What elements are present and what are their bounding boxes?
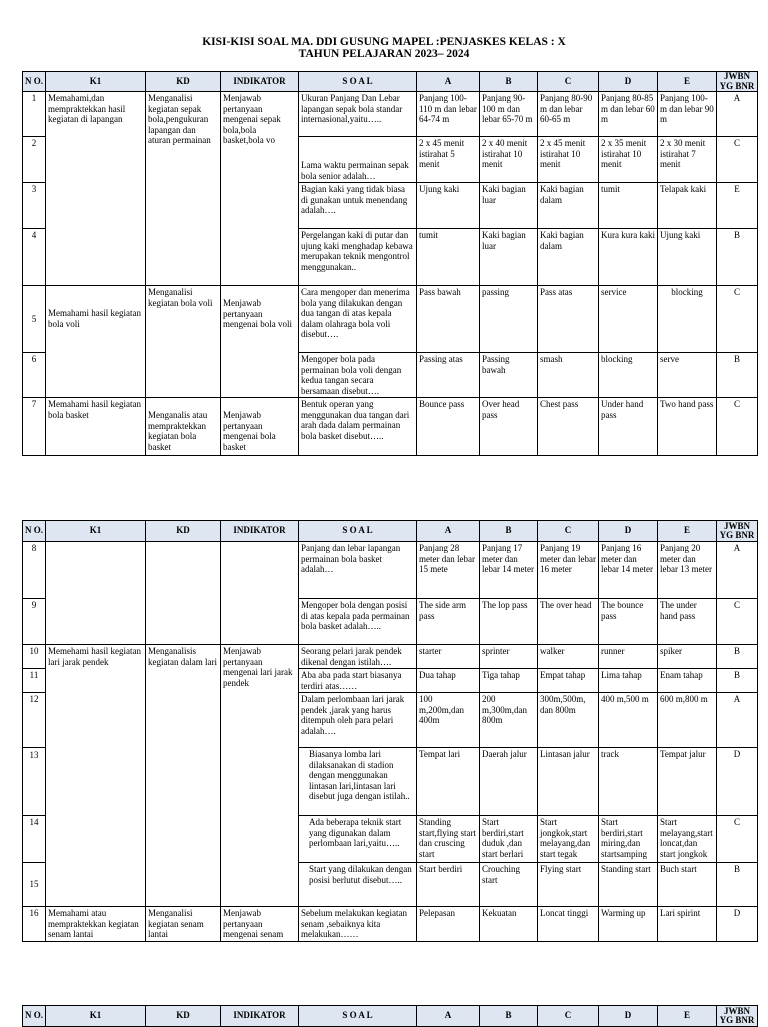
option-b: 200 m,300m,dan 800m [480,693,538,748]
table-row [23,907,758,942]
option-b: Kaki bagian luar [480,229,538,286]
row-number: 11 [23,669,46,693]
option-e: Telapak kaki [658,183,717,229]
header-b: B [480,1006,538,1027]
table-header-row [23,1006,758,1027]
option-a: Panjang 100-110 m dan lebar 64-74 m [417,92,480,137]
option-c: Panjang 19 meter dan lebar 16 meter [538,542,599,599]
row-number: 10 [23,645,46,669]
option-b: Daerah jalur [480,748,538,816]
k1-cell [46,542,146,645]
option-d: 400 m,500 m [599,693,658,748]
question-text: Sebelum melakukan kegiatan senam ,sebaiknya kita melakukan…… [299,907,417,942]
indikator-cell: Menjawab pertanyaan mengenai bola voli [221,286,299,398]
k1-cell: Memehami hasil kegiatan lari jarak pendek [46,645,146,907]
row-number: 2 [23,137,46,183]
header-soal: S O A L [299,521,417,542]
header-no: N O. [23,72,46,92]
option-a: Pelepasan [417,907,480,942]
option-d: The bounce pass [599,599,658,645]
table-header-row [23,521,758,542]
option-a: 2 x 45 menit istirahat 5 menit [417,137,480,183]
row-number: 5 [23,286,46,353]
question-text: Dalam perlombaan lari jarak pendek ,jarak yang harus ditempuh oleh para pelari adalah…. [299,693,417,748]
table-row [23,286,758,353]
indikator-cell: Menjawab pertanyaan mengenai senam [221,907,299,942]
row-number: 1 [23,92,46,137]
option-d: Under hand pass [599,398,658,456]
option-d: Standing start [599,863,658,907]
header-c: C [538,72,599,92]
kd-cell: Menganalisi kegiatan bola voli [146,286,221,398]
option-c: 2 x 45 menit istirahat 10 menit [538,137,599,183]
answer-key: D [717,907,758,942]
question-text: Biasanya lomba lari dilaksanakan di stadion dengan menggunakan lintasan lari,lintasan lari disebut juga dengan istilah.. [299,748,417,816]
header-answer: JWBN YG BNR [717,521,758,542]
option-d: runner [599,645,658,669]
option-b: Kaki bagian luar [480,183,538,229]
question-grid-table-2 [22,520,758,942]
option-b: Kekuatan [480,907,538,942]
option-b: Panjang 17 meter dan lebar 14 meter [480,542,538,599]
header-b: B [480,72,538,92]
option-b: Start berdiri,start duduk ,dan start berlari [480,816,538,863]
question-text: Seorang pelari jarak pendek dikenal dengan istilah…. [299,645,417,669]
option-a: Ujung kaki [417,183,480,229]
answer-key: C [717,599,758,645]
question-text: Ada beberapa teknik start yang digunakan dalam perlombaan lari,yaitu….. [299,816,417,863]
question-text: Pergelangan kaki di putar dan ujung kaki menghadap kebawa merupakan teknik mengontrol menggunakan.. [299,229,417,286]
header-a: A [417,521,480,542]
option-a: Pass bawah [417,286,480,353]
row-number: 14 [23,816,46,863]
option-a: starter [417,645,480,669]
header-a: A [417,1006,480,1027]
question-text: Ukuran Panjang Dan Lebar lapangan sepak bola standar internasional,yaitu….. [299,92,417,137]
table-row [23,542,758,599]
row-number: 9 [23,599,46,645]
header-answer: JWBN YG BNR [717,72,758,92]
question-text: Start yang dilakukan dengan posisi berlutut disebut….. [299,863,417,907]
question-grid-table-1 [22,71,758,456]
answer-key: C [717,816,758,863]
option-e: Ujung kaki [658,229,717,286]
header-kd: KD [146,72,221,92]
option-b: passing [480,286,538,353]
option-e: 2 x 30 menit istirahat 7 menit [658,137,717,183]
table-row [23,645,758,669]
option-b: Passing bawah [480,353,538,398]
indikator-cell: Menjawab pertanyaan mengenai lari jarak pendek [221,645,299,907]
k1-cell: Memahami hasil kegiatan bola basket [46,398,146,456]
option-c: Start jongkok,start melayang,dan start tegak [538,816,599,863]
option-d: service [599,286,658,353]
k1-cell: Memahami,dan mempraktekkan hasil kegiatan di lapangan [46,92,146,286]
header-c: C [538,521,599,542]
header-no: N O. [23,1006,46,1027]
header-answer: JWBN YG BNR [717,1006,758,1027]
k1-cell: Memahami atau mempraktekkan kegiatan senam lantai [46,907,146,942]
option-a: Start berdiri [417,863,480,907]
answer-key: A [717,92,758,137]
answer-key: B [717,353,758,398]
option-e: Lari spirint [658,907,717,942]
option-e: Enam tahap [658,669,717,693]
indikator-cell [221,542,299,645]
header-k1: K1 [46,72,146,92]
option-e: blocking [658,286,717,353]
indikator-cell: Menjawab pertanyaan mengenai sepak bola,bola basket,bola vo [221,92,299,286]
question-text: Bentuk operan yang menggunakan dua tangan dari arah dada dalam permainan bola basket disebut….. [299,398,417,456]
option-a: Dua tahap [417,669,480,693]
header-indikator: INDIKATOR [221,521,299,542]
header-indikator: INDIKATOR [221,72,299,92]
row-number: 15 [23,863,46,907]
question-text: Mengoper bola dengan posisi di atas kepala pada permainan bola basket adalah….. [299,599,417,645]
header-k1: K1 [46,1006,146,1027]
option-a: Panjang 28 meter dan lebar 15 mete [417,542,480,599]
option-d: tumit [599,183,658,229]
row-number: 4 [23,229,46,286]
header-b: B [480,521,538,542]
option-b: 2 x 40 menit istirahat 10 menit [480,137,538,183]
option-c: Panjang 80-90 m dan lebar 60-65 m [538,92,599,137]
option-a: 100 m,200m,dan 400m [417,693,480,748]
row-number: 16 [23,907,46,942]
indikator-cell: Menjawab pertanyaan mengenai bola basket [221,398,299,456]
header-e: E [658,521,717,542]
answer-key: C [717,286,758,353]
answer-key: B [717,229,758,286]
header-c: C [538,1006,599,1027]
option-a: Passing atas [417,353,480,398]
option-c: Kaki bagian dalam [538,229,599,286]
option-a: The side arm pass [417,599,480,645]
option-a: Tempat lari [417,748,480,816]
option-e: Buch start [658,863,717,907]
table-row [23,398,758,456]
header-e: E [658,72,717,92]
row-number: 3 [23,183,46,229]
answer-key: E [717,183,758,229]
option-c: walker [538,645,599,669]
k1-cell: Memahami hasil kegiatan bola voli [46,286,146,398]
option-c: Flying start [538,863,599,907]
answer-key: B [717,669,758,693]
option-c: 300m,500m, dan 800m [538,693,599,748]
option-e: Panjang 20 meter dan lebar 13 meter [658,542,717,599]
option-b: The lop pass [480,599,538,645]
option-d: Lima tahap [599,669,658,693]
option-d: blocking [599,353,658,398]
header-a: A [417,72,480,92]
option-e: Tempat jalur [658,748,717,816]
option-d: Panjang 16 meter dan lebar 14 meter [599,542,658,599]
header-no: N O. [23,521,46,542]
option-c: The over head [538,599,599,645]
option-c: Pass atas [538,286,599,353]
header-k1: K1 [46,521,146,542]
answer-key: B [717,863,758,907]
option-c: Loncat tinggi [538,907,599,942]
option-e: Panjang 100-m dan lebar 90 m [658,92,717,137]
kd-cell [146,542,221,645]
option-b: Over head pass [480,398,538,456]
header-indikator: INDIKATOR [221,1006,299,1027]
kd-cell: Menganalisi kegiatan sepak bola,pengukuran lapangan dan aturan permainan [146,92,221,286]
header-e: E [658,1006,717,1027]
option-d: Kura kura kaki [599,229,658,286]
header-d: D [599,72,658,92]
kd-cell: Menganalisis kegiatan dalam lari [146,645,221,907]
option-d: 2 x 35 menit istirahat 10 menit [599,137,658,183]
table-header-row [23,72,758,92]
option-c: smash [538,353,599,398]
option-b: Crouching start [480,863,538,907]
row-number: 8 [23,542,46,599]
option-c: Empat tahap [538,669,599,693]
option-d: Panjang 80-85 m dan lebar 60 m [599,92,658,137]
option-b: Panjang 90-100 m dan lebar 65-70 m [480,92,538,137]
answer-key: D [717,748,758,816]
option-a: Standing start,flying start dan cruscing start [417,816,480,863]
option-b: sprinter [480,645,538,669]
row-number: 13 [23,748,46,816]
answer-key: C [717,137,758,183]
document-title: KISI-KISI SOAL MA. DDI GUSUNG MAPEL :PENJASKES KELAS : X [202,36,566,48]
option-d: track [599,748,658,816]
header-d: D [599,1006,658,1027]
option-e: spiker [658,645,717,669]
header-kd: KD [146,521,221,542]
question-text: Aba aba pada start biasanya terdiri atas…… [299,669,417,693]
question-text: Cara mengoper dan menerima bola yang dilakukan dengan dua tangan di atas kepala dalam olahraga bola voli disebut…. [299,286,417,353]
header-soal: S O A L [299,1006,417,1027]
option-e: Two hand pass [658,398,717,456]
header-d: D [599,521,658,542]
option-c: Kaki bagian dalam [538,183,599,229]
question-text: Mengoper bola pada permainan bola voli dengan kedua tangan secara bersamaan disebut…. [299,353,417,398]
kd-cell: Menganalisi kegiatan senam lantai [146,907,221,942]
question-text: Panjang dan lebar lapangan permainan bola basket adalah… [299,542,417,599]
kd-cell: Menganalis atau mempraktekkan kegiatan bola basket [146,398,221,456]
option-e: 600 m,800 m [658,693,717,748]
option-e: The under hand pass [658,599,717,645]
option-a: Bounce pass [417,398,480,456]
answer-key: B [717,645,758,669]
answer-key: A [717,542,758,599]
option-e: Start melayang,start loncat,dan start jongkok [658,816,717,863]
option-e: serve [658,353,717,398]
row-number: 6 [23,353,46,398]
answer-key: A [717,693,758,748]
row-number: 12 [23,693,46,748]
table-row [23,92,758,137]
option-b: Tiga tahap [480,669,538,693]
option-c: Lintasan jalur [538,748,599,816]
header-kd: KD [146,1006,221,1027]
option-c: Chest pass [538,398,599,456]
option-a: tumit [417,229,480,286]
question-text: Bagian kaki yang tidak biasa di gunakan untuk menendang adalah…. [299,183,417,229]
option-d: Start berdiri,start miring,dan startsamping [599,816,658,863]
option-d: Warming up [599,907,658,942]
question-text: Lama waktu permainan sepak bola senior adalah… [299,137,417,183]
document-subtitle: TAHUN PELAJARAN 2023– 2024 [298,48,470,60]
header-soal: S O A L [299,72,417,92]
row-number: 7 [23,398,46,456]
answer-key: C [717,398,758,456]
